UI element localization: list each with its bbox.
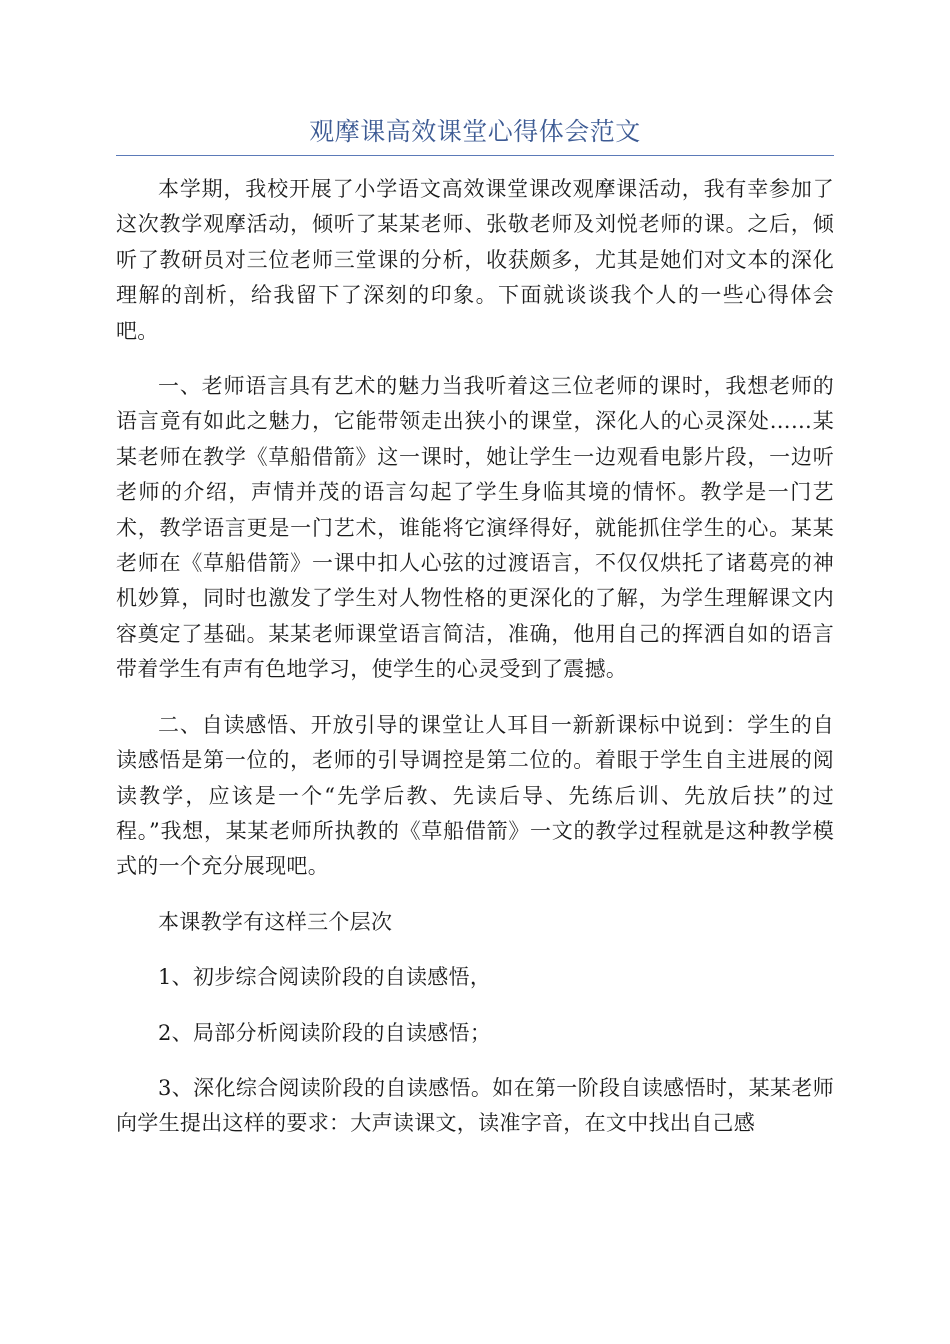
paragraph-level-2: 2、局部分析阅读阶段的自读感悟；: [158, 1020, 492, 1045]
paragraph-level-3: 3、深化综合阅读阶段的自读感悟。如在第一阶段自读感悟时，某某老师向学生提出这样的要求：大声读课文，读准字音，在文中找出自己感: [116, 1075, 834, 1136]
paragraph-intro: 本学期，我校开展了小学语文高效课堂课改观摩课活动，我有幸参加了这次教学观摩活动，倾听了某某老师、张敬老师及刘悦老师的课。之后，倾听了教研员对三位老师三堂课的分析，收获颇多，尤其是她们对文本的深化理解的剖析，给我留下了深刻的印象。下面就谈谈我个人的一些心得体会吧。: [116, 177, 834, 343]
title-underline: [116, 155, 834, 156]
paragraph-section-2: 二、自读感悟、开放引导的课堂让人耳目一新新课标中说到：学生的自读感悟是第一位的，老师的引导调控是第二位的。着眼于学生自主进展的阅读教学，应该是一个“先学后教、先读后导、先练后训、先放后扶”的过程。”我想，某某老师所执教的《草船借箭》一文的教学过程就是这种教学模式的一个充分展现吧。: [116, 712, 834, 879]
paragraph-section-1: 一、老师语言具有艺术的魅力当我听着这三位老师的课时，我想老师的语言竟有如此之魅力，它能带领走出狭小的课堂，深化人的心灵深处……某某老师在教学《草船借箭》这一课时，她让学生一边观看电影片段，一边听老师的介绍，声情并茂的语言勾起了学生身临其境的情怀。教学是一门艺术，教学语言更是一门艺术，谁能将它演绎得好，就能抓住学生的心。某某老师在《草船借箭》一课中扣人心弦的过渡语言，不仅仅烘托了诸葛亮的神机妙算，同时也激发了学生对人物性格的更深化的了解，为学生理解课文内容奠定了基础。某某老师课堂语言简洁，准确，他用自己的挥洒自如的语言带着学生有声有色地学习，使学生的心灵受到了震撼。: [116, 374, 834, 682]
document-body: [116, 172, 834, 1142]
paragraph-level-1: 1、初步综合阅读阶段的自读感悟，: [158, 965, 492, 990]
paragraph-levels-intro: 本课教学有这样三个层次: [158, 909, 393, 934]
document-title: 观摩课高效课堂心得体会范文: [309, 117, 641, 146]
